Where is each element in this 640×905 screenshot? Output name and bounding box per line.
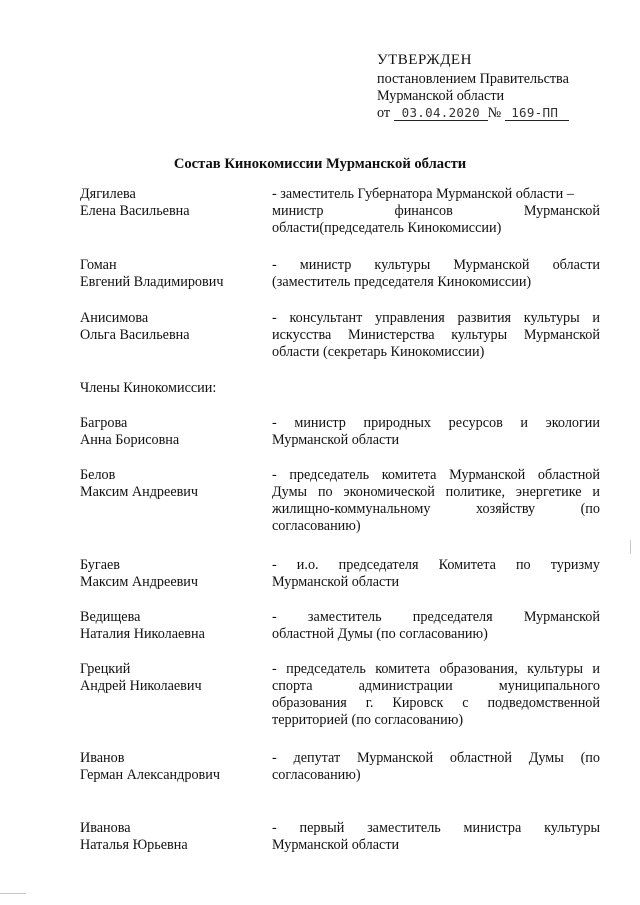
role-line: - председатель комитета образования, культуры и <box>272 661 600 677</box>
member-name <box>80 557 260 591</box>
member-surname: Анисимова <box>80 310 149 326</box>
document-title: Состав Кинокомиссии Мурманской области <box>173 156 467 172</box>
member-role <box>272 557 600 591</box>
member-name <box>80 609 260 643</box>
role-line: Мурманской области <box>272 432 400 448</box>
member-surname: Иванов <box>80 750 125 766</box>
member-name <box>80 750 260 784</box>
role-line: - и.о. председателя Комитета по туризму <box>272 557 600 573</box>
member-role <box>272 310 600 361</box>
role-line: территорией (по согласованию) <box>272 712 464 728</box>
member-given-name: Елена Васильевна <box>80 203 190 219</box>
approval-line-1: постановлением Правительства <box>377 71 569 87</box>
role-line: - министр культуры Мурманской области <box>272 257 600 273</box>
member-surname: Бугаев <box>80 557 120 573</box>
scan-artifact <box>630 540 631 554</box>
approval-date: 03.04.2020 <box>394 105 488 121</box>
member-given-name: Наталия Николаевна <box>80 626 205 642</box>
member-given-name: Андрей Николаевич <box>80 678 202 694</box>
member-role <box>272 820 600 854</box>
member-role <box>272 186 600 237</box>
member-surname: Белов <box>80 467 116 483</box>
role-line: Мурманской области <box>272 574 400 590</box>
member-surname: Гоман <box>80 257 117 273</box>
role-line: - консультант управления развития культуры и <box>272 310 600 326</box>
member-given-name: Анна Борисовна <box>80 432 180 448</box>
approval-date-line <box>377 105 569 122</box>
role-line: - министр природных ресурсов и экологии <box>272 415 600 431</box>
role-line: согласованию) <box>272 767 361 783</box>
role-line: - первый заместитель министра культуры <box>272 820 600 836</box>
role-line: - заместитель председателя Мурманской <box>272 609 600 625</box>
member-given-name: Ольга Васильевна <box>80 327 190 343</box>
role-line: - председатель комитета Мурманской областной <box>272 467 600 483</box>
role-line: областной Думы (по согласованию) <box>272 626 488 642</box>
member-given-name: Герман Александрович <box>80 767 220 783</box>
member-surname: Дягилева <box>80 186 136 202</box>
member-name <box>80 310 260 344</box>
scan-artifact <box>0 893 26 894</box>
member-surname: Грецкий <box>80 661 131 677</box>
role-line: согласованию) <box>272 518 361 534</box>
member-name <box>80 820 260 854</box>
role-line: Думы по экономической политике, энергетике и <box>272 484 600 500</box>
role-line: жилищно-коммунальному хозяйству (по <box>272 501 600 517</box>
member-name <box>80 661 260 695</box>
role-line: Мурманской области <box>272 837 400 853</box>
role-line: спорта администрации муниципального <box>272 678 600 694</box>
member-role <box>272 661 600 729</box>
approval-heading: УТВЕРЖДЕН <box>377 52 472 68</box>
member-role <box>272 415 600 449</box>
role-line: образования г. Кировск с подведомственной <box>272 695 600 711</box>
approval-number: 169-ПП <box>505 105 569 121</box>
member-surname: Иванова <box>80 820 131 836</box>
member-role <box>272 609 600 643</box>
member-surname: Багрова <box>80 415 128 431</box>
role-line: - депутат Мурманской областной Думы (по <box>272 750 600 766</box>
member-role <box>272 750 600 784</box>
number-sign: № <box>487 105 502 121</box>
member-name <box>80 467 260 501</box>
date-prefix: от <box>377 105 391 121</box>
role-line: области(председатель Кинокомиссии) <box>272 220 502 236</box>
member-surname: Ведищева <box>80 609 141 625</box>
member-given-name: Евгений Владимирович <box>80 274 224 290</box>
member-name <box>80 186 260 220</box>
member-given-name: Максим Андреевич <box>80 574 199 590</box>
approval-stamp <box>377 52 569 122</box>
role-line: министр финансов Мурманской <box>272 203 600 219</box>
role-line: области (секретарь Кинокомиссии) <box>272 344 485 360</box>
role-line: (заместитель председателя Кинокомиссии) <box>272 274 532 290</box>
member-name <box>80 257 260 291</box>
member-name <box>80 415 260 449</box>
role-line: - заместитель Губернатора Мурманской области – <box>272 186 574 202</box>
approval-line-2: Мурманской области <box>377 88 505 104</box>
member-role <box>272 257 600 291</box>
member-given-name: Максим Андреевич <box>80 484 199 500</box>
member-role <box>272 467 600 535</box>
member-given-name: Наталья Юрьевна <box>80 837 188 853</box>
role-line: искусства Министерства культуры Мурманской <box>272 327 600 343</box>
members-section-label: Члены Кинокомиссии: <box>80 380 217 396</box>
